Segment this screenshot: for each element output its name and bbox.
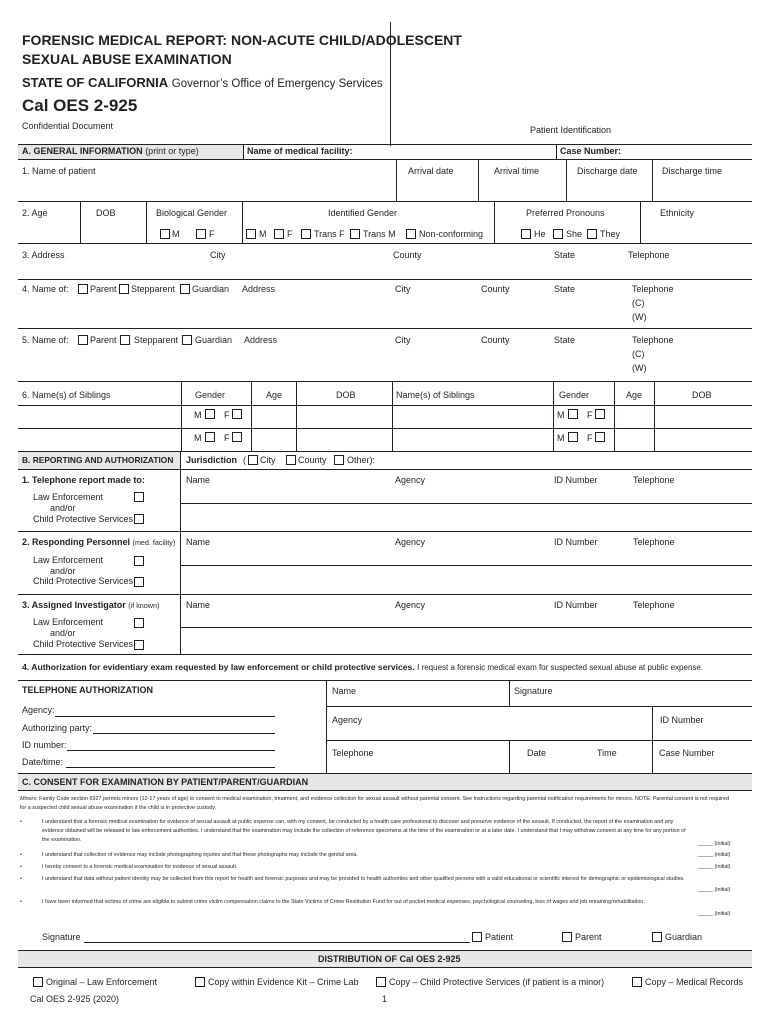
bio-gender-f-label: F	[209, 229, 215, 239]
r5-tel-w-label: (W)	[632, 363, 647, 373]
id-gender-transm-checkbox[interactable]	[350, 229, 360, 239]
age-label: 2. Age	[22, 208, 48, 218]
auth-datetime-line[interactable]	[66, 767, 275, 768]
sig-guardian-label: Guardian	[665, 932, 703, 942]
sib-age-label: Age	[266, 390, 283, 400]
r5-stepparent-label: Stepparent	[134, 335, 179, 345]
bio-gender-f-checkbox[interactable]	[196, 229, 206, 239]
authorizing-party-label: Authorizing party:	[22, 723, 93, 733]
tel-report-label: 1. Telephone report made to:	[22, 475, 145, 485]
r5-address-label: Address	[244, 335, 278, 345]
discharge-date-label: Discharge date	[577, 166, 638, 176]
b1-telephone-label: Telephone	[633, 475, 675, 485]
discharge-time-label: Discharge time	[662, 166, 723, 176]
auth-date-label: Date	[527, 748, 547, 758]
b1-agency-label: Agency	[395, 475, 426, 485]
tel-auth-label: TELEPHONE AUTHORIZATION	[22, 685, 153, 695]
dob-label: DOB	[96, 208, 116, 218]
case-number-label: Case Number:	[560, 146, 622, 156]
initial-5: _____ (initial)	[698, 911, 731, 917]
id-gender-f-checkbox[interactable]	[274, 229, 284, 239]
b1-id-label: ID Number	[554, 475, 598, 485]
sib3-f-checkbox[interactable]	[595, 409, 605, 419]
b2-cps-label: Child Protective Services	[33, 576, 134, 586]
r4-stepparent-checkbox[interactable]	[119, 284, 129, 294]
arrival-time-label: Arrival time	[494, 166, 540, 176]
ethnicity-label: Ethnicity	[660, 208, 695, 218]
auth-id-number-label: ID Number	[660, 715, 704, 725]
identified-gender-label: Identified Gender	[328, 208, 398, 218]
auth-name-label: Name	[332, 686, 357, 696]
form-year-footer: Cal OES 2-925 (2020)	[30, 994, 120, 1004]
pronoun-he-label: He	[534, 229, 546, 239]
section-a-title: A. GENERAL INFORMATION (print or type)	[22, 146, 199, 156]
bio-gender-label: Biological Gender	[156, 208, 228, 218]
initial-2: _____ (initial)	[698, 852, 731, 858]
b3-id-label: ID Number	[554, 600, 598, 610]
r5-city-label: City	[395, 335, 411, 345]
b2-id-label: ID Number	[554, 537, 598, 547]
r5-parent-checkbox[interactable]	[78, 335, 88, 345]
page-number: 1	[382, 994, 388, 1004]
id-gender-m-checkbox[interactable]	[246, 229, 256, 239]
sib2-m-label: M	[194, 433, 202, 443]
sig-guardian-checkbox[interactable]	[652, 932, 662, 942]
id-gender-f-label: F	[287, 229, 293, 239]
consent-bullet-1: I understand that a forensic medical examination for evidence of sexual assault at public expense can, with my consent, be conducted by a health care professional to discover and preserve evidence of the assault. If conducted, the report of the examination and any evidence obtained will be released to law enforcement authorities. I understand that the examination may include the collection of reference specimens at the time of the examination or at a later date. I understand that I may withdraw consent at any time for any portion of the examination.	[42, 819, 686, 843]
sig-parent-checkbox[interactable]	[562, 932, 572, 942]
name-of-5-label: 5. Name of:	[22, 335, 69, 345]
dist-crime-lab-label: Copy within Evidence Kit – Crime Lab	[208, 977, 359, 987]
r4-telephone-label: Telephone	[632, 284, 674, 294]
auth-id-line[interactable]	[67, 750, 275, 751]
consent-bullet-5: I have been informed that victims of crime are eligible to submit crime victim compensation claims to the State Victims of Crime Restitution Fund for out of pocket medical expenses, psychological counseling, loss of wages and job retraining/rehabilitation.	[42, 899, 645, 905]
section-b-title: B. REPORTING AND AUTHORIZATION	[22, 455, 174, 465]
investigator-label: 3. Assigned Investigator (if known)	[22, 600, 160, 610]
auth-signature-label: Signature	[514, 686, 553, 696]
sib4-m-checkbox[interactable]	[568, 432, 578, 442]
r4-parent-checkbox[interactable]	[78, 284, 88, 294]
id-gender-transf-label: Trans F	[314, 229, 345, 239]
pronouns-label: Preferred Pronouns	[526, 208, 605, 218]
id-gender-transm-label: Trans M	[363, 229, 396, 239]
r4-tel-w-label: (W)	[632, 312, 647, 322]
id-gender-transf-checkbox[interactable]	[301, 229, 311, 239]
jurisdiction-paren: (	[243, 455, 246, 465]
auth-datetime-label: Date/time:	[22, 757, 64, 767]
pronoun-she-checkbox[interactable]	[553, 229, 563, 239]
b3-name-label: Name	[186, 600, 211, 610]
auth-agency-label: Agency:	[22, 705, 55, 715]
r5-telephone-label: Telephone	[632, 335, 674, 345]
confidential-label: Confidential Document	[22, 121, 114, 131]
sib4-m-label: M	[557, 433, 565, 443]
jurisdiction-row	[186, 456, 237, 465]
auth-time-label: Time	[597, 748, 617, 758]
sib1-f-checkbox[interactable]	[232, 409, 242, 419]
name-of-4-label: 4. Name of:	[22, 284, 69, 294]
form-id: Cal OES 2-925	[22, 96, 138, 115]
b2-law-checkbox[interactable]	[134, 556, 144, 566]
city-label: City	[210, 250, 226, 260]
sig-parent-label: Parent	[575, 932, 602, 942]
r4-guardian-label: Guardian	[192, 284, 230, 294]
b1-law-label: Law Enforcement	[33, 492, 104, 502]
auth-agency2-label: Agency	[332, 715, 363, 725]
r4-county-label: County	[481, 284, 510, 294]
sig-patient-checkbox[interactable]	[472, 932, 482, 942]
form-title-line2: SEXUAL ABUSE EXAMINATION	[22, 51, 232, 67]
consent-bullet-3: I hereby consent to a forensic medical examination for evidence of sexual assault.	[42, 864, 238, 870]
sib4-f-checkbox[interactable]	[595, 432, 605, 442]
sib1-m-label: M	[194, 410, 202, 420]
consent-bullet-4: I understand that data without patient identity may be collected from this report for health and forensic purposes and may be provided to health authorities and other qualified persons with a valid educational or scientific interest for demographic or epidemiological studies.	[42, 876, 685, 882]
sib3-m-label: M	[557, 410, 565, 420]
r4-stepparent-label: Stepparent	[131, 284, 176, 294]
b2-law-label: Law Enforcement	[33, 555, 104, 565]
bio-gender-m-label: M	[172, 229, 180, 239]
minors-note: Minors: Family Code section 6927 permits minors (12-17 years of age) to consent to medical examination, treatment, and evidence collection for sexual assault without parental consent. See instructions regarding parental notification requirements for minors. NOTE: Parental consent is not required for a suspected child sexual abuse examination if the child is in protective custody.	[20, 796, 729, 811]
b1-andor-label: and/or	[50, 503, 76, 513]
pronoun-she-label: She	[566, 229, 583, 239]
dist-original-label: Original – Law Enforcement	[46, 977, 158, 987]
jurisdiction-other-label: Other):	[347, 455, 376, 465]
b3-agency-label: Agency	[395, 600, 426, 610]
state-label: State	[554, 250, 576, 260]
b1-law-checkbox[interactable]	[134, 492, 144, 502]
patient-name-label: 1. Name of patient	[22, 166, 96, 176]
auth-telephone-label: Telephone	[332, 748, 374, 758]
telephone-label: Telephone	[628, 250, 670, 260]
jurisdiction-county-label: County	[298, 455, 327, 465]
b3-telephone-label: Telephone	[633, 600, 675, 610]
initial-1: _____ (initial)	[698, 841, 731, 847]
sib3-m-checkbox[interactable]	[568, 409, 578, 419]
dist-cps-label: Copy – Child Protective Services (if patient is a minor)	[389, 977, 605, 987]
r5-parent-label: Parent	[90, 335, 117, 345]
r5-guardian-label: Guardian	[195, 335, 233, 345]
address-label: 3. Address	[22, 250, 65, 260]
r5-stepparent-checkbox[interactable]	[120, 335, 130, 345]
id-gender-nonconforming-checkbox[interactable]	[406, 229, 416, 239]
dist-medical-label: Copy – Medical Records	[645, 977, 744, 987]
id-gender-m-label: M	[259, 229, 267, 239]
jurisdiction-other-checkbox[interactable]	[334, 455, 344, 465]
jurisdiction-label: Jurisdiction	[186, 455, 238, 465]
b3-law-checkbox[interactable]	[134, 618, 144, 628]
consent-bullet-2: I understand that collection of evidence may include photographing injuries and that these photographs may include the genital area.	[42, 852, 358, 858]
pronoun-they-label: They	[600, 229, 621, 239]
responding-label: 2. Responding Personnel (med. facility)	[22, 537, 176, 547]
b1-name-label: Name	[186, 475, 211, 485]
authorizing-party-line[interactable]	[93, 733, 275, 734]
sib2-age-label: Age	[626, 390, 643, 400]
initial-4: _____ (initial)	[698, 887, 731, 893]
sig-patient-label: Patient	[485, 932, 514, 942]
b1-cps-checkbox[interactable]	[134, 514, 144, 524]
r5-state-label: State	[554, 335, 576, 345]
sib2-gender-label: Gender	[559, 390, 590, 400]
r4-city-label: City	[395, 284, 411, 294]
id-gender-nonconforming-label: Non-conforming	[419, 229, 484, 239]
sib2-f-label: F	[224, 433, 230, 443]
sib2-m-checkbox[interactable]	[205, 432, 215, 442]
siblings-label: 6. Name(s) of Siblings	[22, 390, 111, 400]
dist-medical-checkbox[interactable]	[632, 977, 642, 987]
state-name: STATE OF CALIFORNIA	[22, 75, 169, 90]
dist-crime-lab-checkbox[interactable]	[195, 977, 205, 987]
b3-cps-label: Child Protective Services	[33, 639, 134, 649]
arrival-date-label: Arrival date	[408, 166, 454, 176]
b2-name-label: Name	[186, 537, 211, 547]
distribution-title: DISTRIBUTION OF Cal OES 2-925	[318, 954, 461, 964]
office-name: Governor’s Office of Emergency Services	[171, 78, 383, 90]
pronoun-he-checkbox[interactable]	[521, 229, 531, 239]
auth-id-label: ID number:	[22, 740, 67, 750]
sib2-f-checkbox[interactable]	[232, 432, 242, 442]
consent-signature-label: Signature	[42, 932, 81, 942]
b2-agency-label: Agency	[395, 537, 426, 547]
r4-parent-label: Parent	[90, 284, 117, 294]
sib4-f-label: F	[587, 433, 593, 443]
jurisdiction-city-checkbox[interactable]	[248, 455, 258, 465]
b3-cps-checkbox[interactable]	[134, 640, 144, 650]
r5-tel-c-label: (C)	[632, 349, 645, 359]
form-title-line1: FORENSIC MEDICAL REPORT: NON-ACUTE CHILD/ADOLESCENT	[22, 32, 462, 48]
sib2-dob-label: DOB	[692, 390, 712, 400]
r4-state-label: State	[554, 284, 576, 294]
auth-case-number-label: Case Number	[659, 748, 715, 758]
jurisdiction-county-checkbox[interactable]	[286, 455, 296, 465]
consent-signature-line[interactable]	[84, 942, 470, 943]
b2-andor-label: and/or	[50, 566, 76, 576]
b1-cps-label: Child Protective Services	[33, 514, 134, 524]
sib3-f-label: F	[587, 410, 593, 420]
b2-telephone-label: Telephone	[633, 537, 675, 547]
r4-tel-c-label: (C)	[632, 298, 645, 308]
auth-agency-line[interactable]	[55, 716, 275, 717]
patient-id-label: Patient Identification	[530, 125, 612, 135]
jurisdiction-city-label: City	[260, 455, 276, 465]
siblings-right-label: Name(s) of Siblings	[396, 390, 475, 400]
bio-gender-m-checkbox[interactable]	[160, 229, 170, 239]
sib1-f-label: F	[224, 410, 230, 420]
dist-original-checkbox[interactable]	[33, 977, 43, 987]
header-divider	[390, 22, 391, 146]
r4-guardian-checkbox[interactable]	[180, 284, 190, 294]
section-c-title: C. CONSENT FOR EXAMINATION BY PATIENT/PARENT/GUARDIAN	[22, 777, 309, 787]
b3-andor-label: and/or	[50, 628, 76, 638]
sib-gender-label: Gender	[195, 390, 226, 400]
initial-3: _____ (initial)	[698, 864, 731, 870]
pronoun-they-checkbox[interactable]	[587, 229, 597, 239]
authorization-statement: 4. Authorization for evidentiary exam requested by law enforcement or child protective services. I request a forensic medical exam for suspected sexual abuse at public expense.	[22, 662, 704, 672]
county-label: County	[393, 250, 422, 260]
b2-cps-checkbox[interactable]	[134, 577, 144, 587]
sib-dob-label: DOB	[336, 390, 356, 400]
facility-label: Name of medical facility:	[247, 146, 353, 156]
b3-law-label: Law Enforcement	[33, 617, 104, 627]
r5-county-label: County	[481, 335, 510, 345]
sib1-m-checkbox[interactable]	[205, 409, 215, 419]
issuing-agency	[22, 76, 383, 91]
dist-cps-checkbox[interactable]	[376, 977, 386, 987]
r4-address-label: Address	[242, 284, 276, 294]
r5-guardian-checkbox[interactable]	[182, 335, 192, 345]
